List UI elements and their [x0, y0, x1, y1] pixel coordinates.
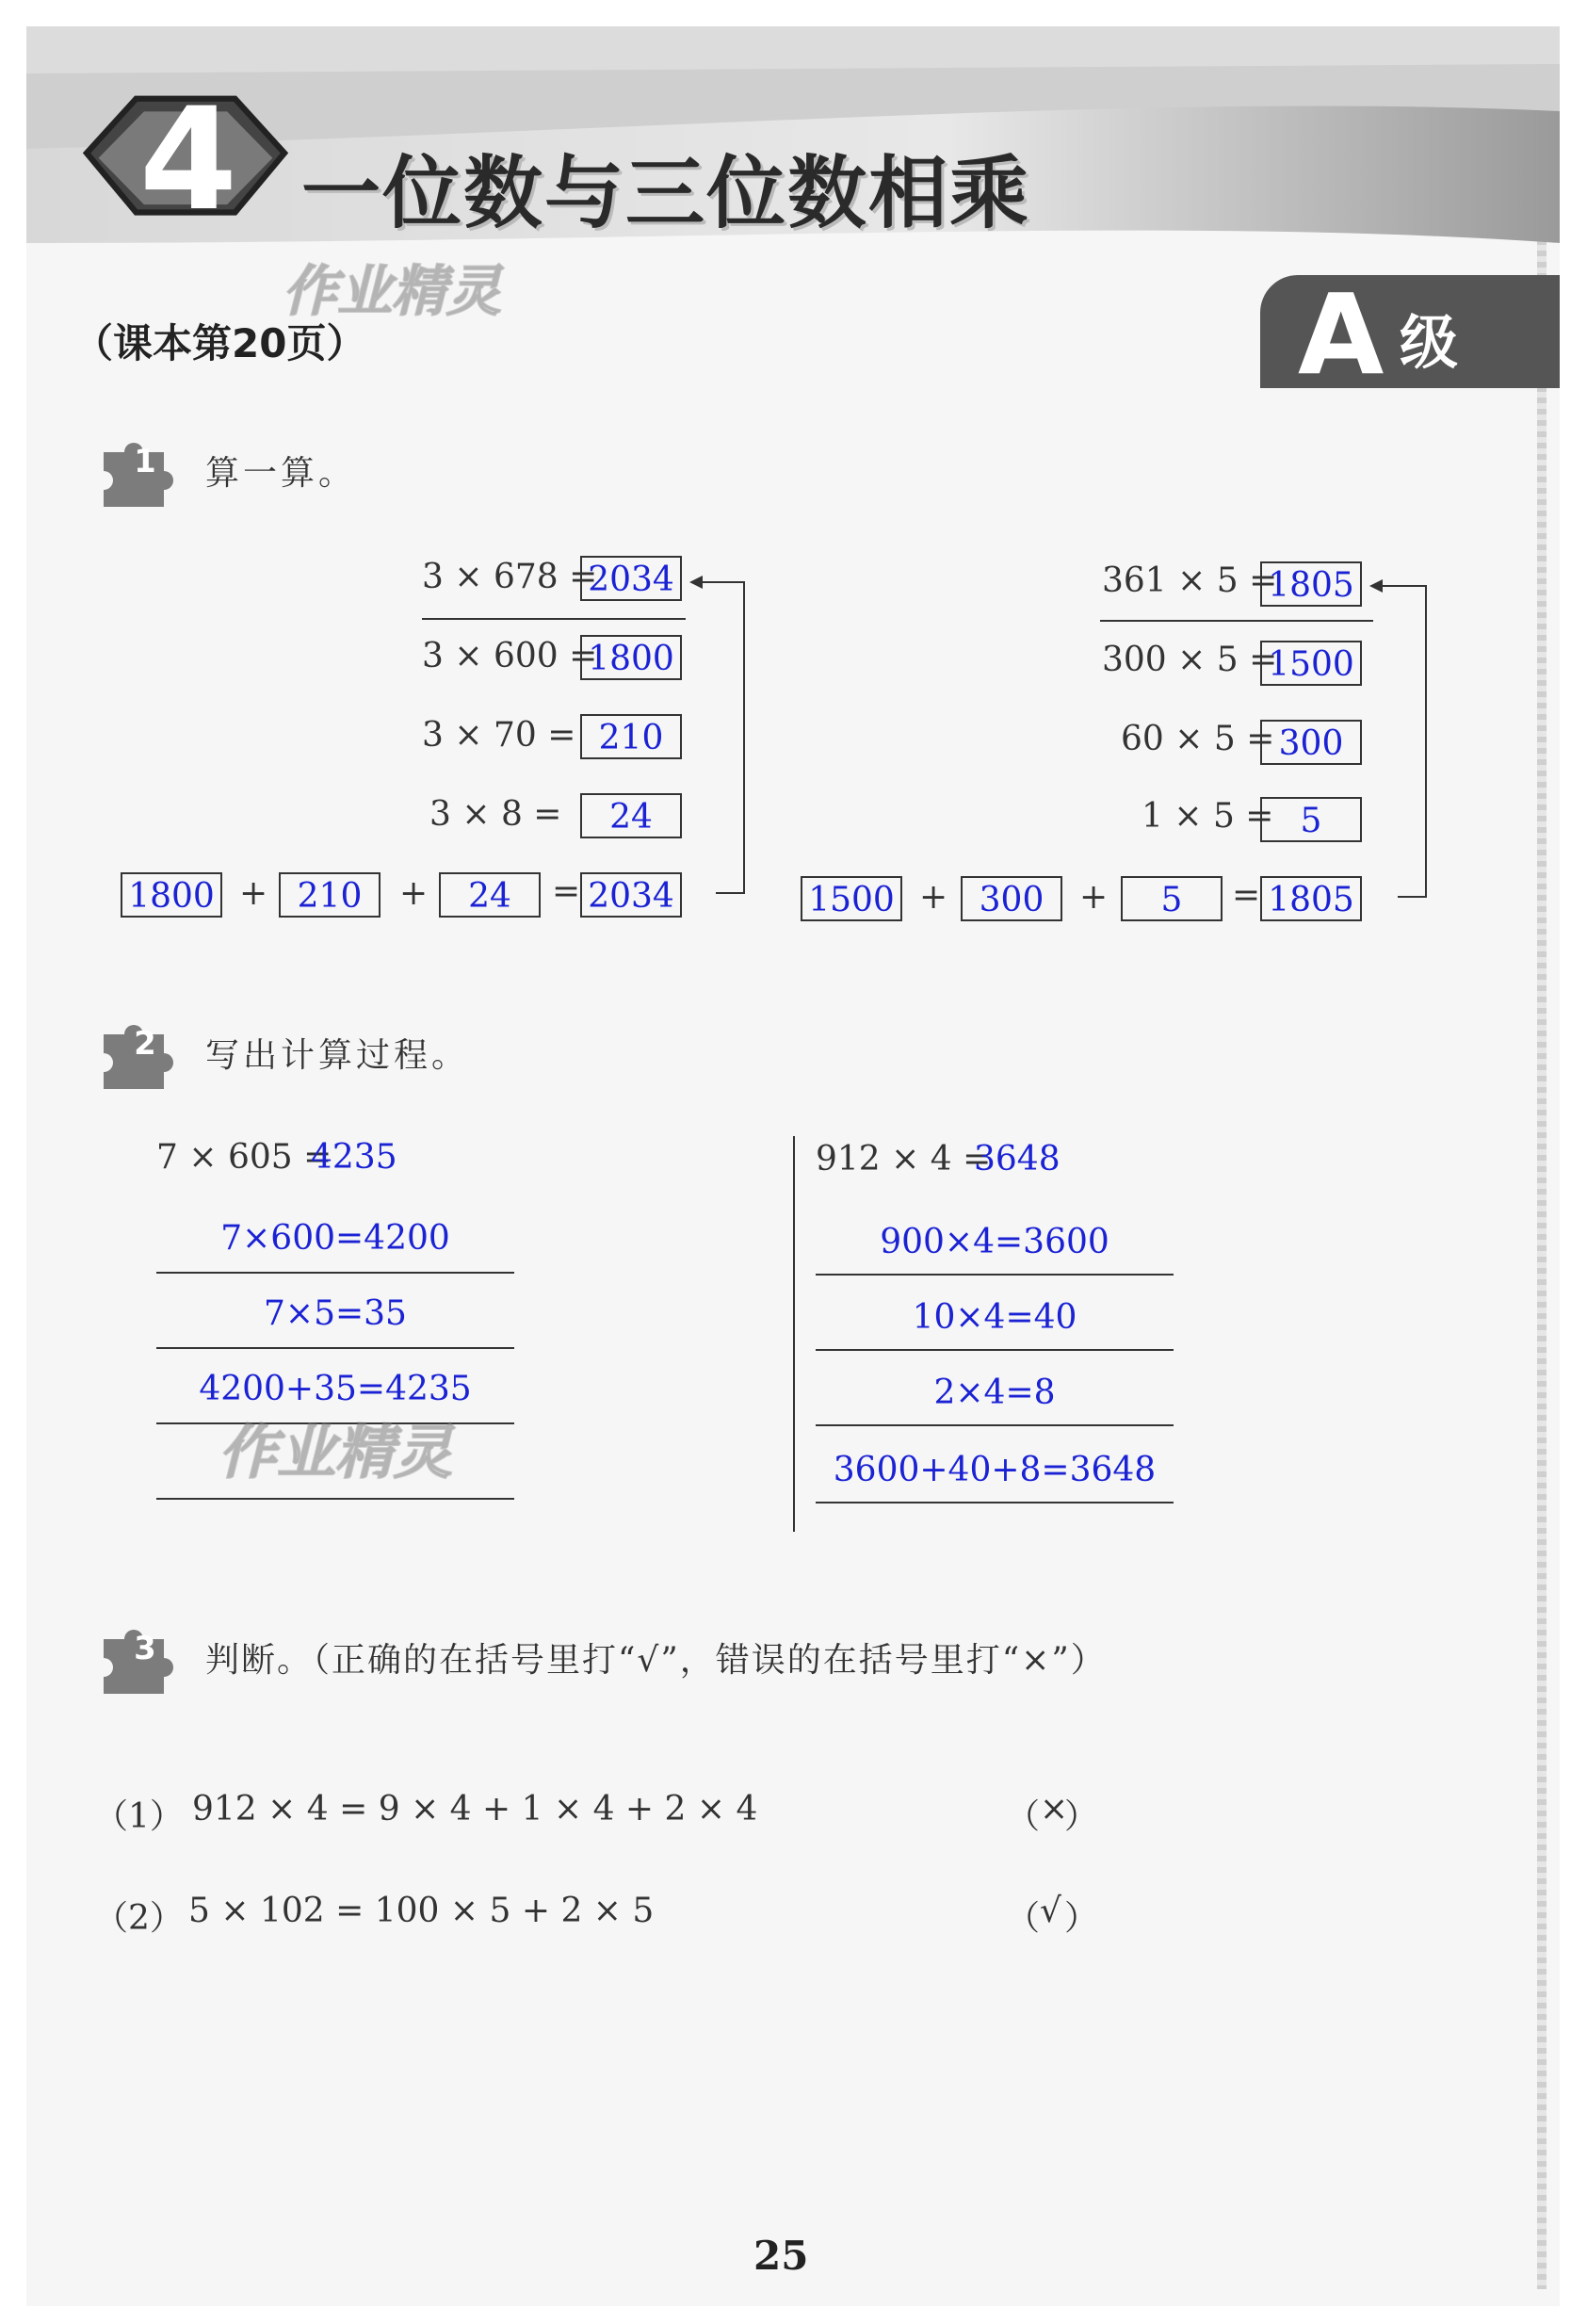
sum-box: 210	[279, 872, 381, 918]
sum-box: 1500	[801, 876, 902, 921]
plus-sign: +	[399, 874, 429, 913]
work-step: 7×600=4200	[220, 1219, 450, 1258]
answer-line	[156, 1498, 514, 1500]
judge-expression: 912 × 4 = 9 × 4 + 1 × 4 + 2 × 4	[192, 1790, 758, 1828]
equals-sign: =	[1232, 876, 1261, 915]
answer-box: 300	[1260, 720, 1362, 765]
answer-line	[816, 1424, 1174, 1426]
answer-line	[156, 1272, 514, 1274]
section-number: 3	[134, 1630, 156, 1667]
process-result: 3648	[974, 1140, 1061, 1178]
judge-bracket-close: ）	[1064, 1899, 1099, 1938]
level-letter: A	[1298, 269, 1385, 399]
chapter-number: 4	[138, 78, 238, 242]
answer-box: 5	[1260, 797, 1362, 842]
answer-box: 1800	[580, 635, 682, 680]
textbook-page-reference: （课本第20页）	[73, 320, 366, 366]
plus-sign: +	[1079, 878, 1109, 917]
answer-box: 2034	[580, 556, 682, 601]
section-instruction: 算一算。	[205, 454, 357, 493]
answer-box: 1500	[1260, 641, 1362, 686]
process-question: 7 × 605 =	[156, 1138, 332, 1177]
section-number: 2	[134, 1025, 156, 1063]
equation-expression: 300 × 5 =	[1102, 641, 1278, 679]
sum-box: 5	[1121, 876, 1223, 921]
work-step: 2×4=8	[933, 1373, 1056, 1412]
equation-expression: 3 × 600 =	[422, 637, 598, 675]
answer-box: 24	[580, 793, 682, 838]
arrow-connector	[1368, 569, 1433, 908]
answer-box: 1805	[1260, 561, 1362, 607]
work-step: 900×4=3600	[880, 1223, 1109, 1261]
plus-sign: +	[239, 874, 268, 913]
page-edge-strip	[1537, 217, 1547, 2289]
judge-bracket-open: （	[1006, 1797, 1041, 1836]
answer-box: 210	[580, 714, 682, 759]
work-step: 7×5=35	[264, 1294, 407, 1333]
chapter-title: 一位数与三位数相乘	[301, 147, 1031, 239]
work-step: 4200+35=4235	[199, 1370, 472, 1408]
section-instruction: 写出计算过程。	[205, 1036, 470, 1075]
level-suffix: 级	[1400, 308, 1459, 377]
section-instruction: 判断。（正确的在括号里打“√”，错误的在括号里打“×”）	[205, 1641, 1107, 1680]
answer-line	[156, 1347, 514, 1349]
equation-expression: 1 × 5 =	[1142, 797, 1274, 836]
equation-expression: 361 × 5 =	[1102, 561, 1278, 600]
judge-label: （1）	[94, 1797, 184, 1836]
level-tab	[1260, 269, 1560, 399]
divider-line	[1100, 620, 1373, 622]
equation-expression: 3 × 678 =	[422, 558, 598, 596]
process-question: 912 × 4 =	[816, 1140, 992, 1178]
judge-bracket-close: ）	[1064, 1797, 1099, 1836]
watermark: 作业精灵	[283, 259, 502, 323]
section-number: 1	[134, 443, 156, 480]
equation-expression: 3 × 70 =	[422, 716, 576, 755]
sum-box: 24	[439, 872, 541, 918]
answer-line	[816, 1349, 1174, 1351]
arrow-connector	[688, 565, 753, 904]
answer-line	[816, 1274, 1174, 1276]
equation-expression: 3 × 8 =	[429, 795, 562, 834]
work-step: 3600+40+8=3648	[833, 1451, 1157, 1489]
sum-box: 2034	[580, 872, 682, 918]
sum-box: 300	[961, 876, 1062, 921]
equation-expression: 60 × 5 =	[1121, 720, 1275, 758]
page-number: 25	[753, 2233, 809, 2279]
divider-line	[422, 618, 686, 620]
equals-sign: =	[552, 872, 581, 911]
sum-box: 1800	[121, 872, 222, 918]
judge-answer: ×	[1040, 1790, 1069, 1828]
sum-box: 1805	[1260, 876, 1362, 921]
answer-line	[816, 1502, 1174, 1503]
process-result: 4235	[311, 1138, 397, 1177]
work-step: 10×4=40	[912, 1298, 1077, 1337]
column-divider	[793, 1136, 795, 1532]
judge-label: （2）	[94, 1899, 184, 1938]
judge-answer: √	[1040, 1892, 1061, 1930]
judge-bracket-open: （	[1006, 1899, 1041, 1938]
watermark: 作业精灵	[219, 1418, 453, 1487]
plus-sign: +	[919, 878, 948, 917]
judge-expression: 5 × 102 = 100 × 5 + 2 × 5	[188, 1892, 655, 1930]
